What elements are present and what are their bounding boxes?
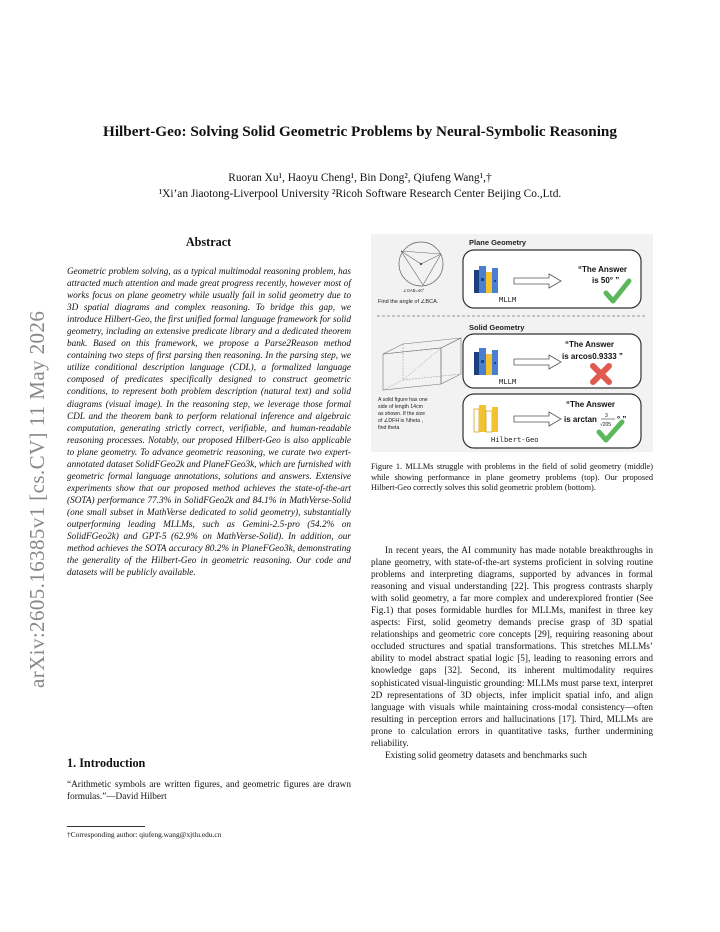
solid-answer2-line1: “The Answer	[566, 400, 616, 409]
paper-title: Hilbert-Geo: Solving Solid Geometric Problems by Neural-Symbolic Reasoning	[103, 123, 617, 140]
figure-1	[371, 234, 653, 452]
plane-geometry-header: Plane Geometry	[469, 238, 527, 247]
abstract-heading: Abstract	[185, 235, 232, 249]
hilbert-geo-label: Hilbert-Geo	[491, 435, 539, 444]
arxiv-stamp	[14, 250, 58, 690]
intro-paragraph-1: In recent years, the AI community has made notable breakthroughs in plane geometry, with state-of-the-art systems proficient in solving routine problems and interpreting diagrams, supported by advances in formal reasoning and visual understanding [22]. This progress contrasts sharply with solid geometry, a far more complex and underexplored frontier (See Fig.1) that poses formidable hurdles for MLLMs, manifest in three key aspects: First, solid geometry demands precise grasp of 3D spatial relationships and geometric core concepts [29], requiring reasoning about occluded structures and spatial transformations. This stretches MLLMs’ ability to model abstract spatial logic [5], leading to reasoning errors and knowledge gaps [32]. Second, its inherent multimodality requires sophisticated visual-linguistic grounding: MLLMs must parse text, interpret 2D representations of 3D objects, infer implicit spatial info, and align language with visuals while maintaining cross-modal consistency—often resulting in perception errors and hallucinations [17]. Third, MLLMs are prone to calculation errors in quantitative tasks, further undermining reliability.	[371, 546, 653, 749]
mllm-books-icon-2	[474, 348, 498, 375]
introduction-body	[371, 545, 653, 762]
solid-answer1-line1: “The Answer	[565, 340, 615, 349]
solid-question-line1: A solid figure has one	[378, 397, 428, 403]
solid-answer2-end: ° ”	[617, 415, 627, 424]
solid-question-line4: of ∠DFH is \\theta ,	[378, 418, 424, 424]
mllm-label-1: MLLM	[499, 295, 517, 304]
footnote-rule	[67, 826, 145, 827]
plane-circle-diagram	[399, 242, 443, 286]
mllm-label-2: MLLM	[499, 377, 517, 386]
solid-answer2-denominator: √205	[600, 422, 612, 428]
figure-1-caption: Figure 1. MLLMs struggle with problems in the field of solid geometry (middle) while showing performance in plane geometry problems (top). Our proposed Hilbert-Geo correctly solves this solid geometric problem (bottom).	[371, 462, 653, 492]
svg-text:arXiv:2605.16385v1 [cs.CV] 1: arXiv:2605.16385v1 [cs.CV] 11 May 2026	[25, 310, 49, 688]
solid-box-diagram	[383, 338, 461, 390]
author-list: Ruoran Xu¹, Haoyu Cheng¹, Bin Dong², Qiufeng Wang¹,†	[228, 172, 492, 184]
solid-geometry-header: Solid Geometry	[469, 323, 525, 332]
abstract-text: Geometric problem solving, as a typical multimodal reasoning problem, has attracted much attention and made great progress recently, however most of works focus on plane geometry while usually fail in solid geometry due to 3D spatial diagrams and complex reasoning. To bridge this gap, we introduce Hilbert-Geo, the first unified formal language framework for solid geometry, including an extensive predicate library and a dedicated theorem bank. Based on this framework, we propose a Parse2Reason method containing two steps of first parsing then reasoning. In the parsing step, we utilize conditional description language (CDL), a formalized language composed of predicates specifically designed to construct geometric conditions, to represent both problem description (natural text) and solid diagrams (visual image). In the reasoning step, we leverage those formal CDL and the theorem bank to perform relational inference and algebraic computation, generating strictly correct, verifiable, and human-readable reasoning processes. Notably, our proposed Hilbert-Geo is also applicable to plane geometry. To advance geometric reasoning, we curate two expert-annotated dataset SolidFGeo2k and PlaneFGeo3k, which are furnished with geometric formal language annotations, solutions and answers. Extensive experiments show that our proposed method achieves the state-of-the-art (SOTA) performance 77.3% in SolidFGeo2k and 84.1% in MathVerse-Solid (one small subset in MathVerse dedicated to solid geometry), substantially outperforming leading MLLMs, such as Gemini-2.5-pro (54.2% on SolidFGeo2k) and GPT-5 (62.9% on MathVerse-Solid). In addition, our method achieves the SOTA accuracy 80.2% in PlaneFGeo3k, demonstrating the generality of the Hilbert-Geo in geometric reasoning. Our code and datasets will be publicly available.	[67, 267, 351, 579]
affiliations: ¹Xi’an Jiaotong-Liverpool University ²Ricoh Software Research Center Beijing Co.,Ltd.	[158, 188, 562, 200]
solid-answer2-numerator: 3	[605, 413, 608, 419]
footnote: †Corresponding author: qiufeng.wang@xjtlu.edu.cn	[67, 830, 222, 839]
solid-question-line3: as shown. If the size	[378, 411, 425, 417]
plane-answer-line2: is 50° ”	[592, 276, 620, 285]
mllm-books-icon-1	[474, 266, 498, 293]
introduction-heading: 1. Introduction	[67, 756, 146, 770]
figure-1-graphic	[371, 234, 653, 452]
plane-answer-line1: “The Answer	[578, 265, 628, 274]
epigraph-quote: “Arithmetic symbols are written figures, and geometric figures are drawn formulas.”—David Hilbert	[67, 780, 351, 803]
solid-answer2-line2: is arctan	[564, 415, 597, 424]
intro-paragraph-2: Existing solid geometry datasets and benchmarks such	[385, 750, 587, 761]
plane-question: Find the angle of ∠BCA.	[378, 299, 439, 305]
solid-answer1-line2: is arcos0.9333 ”	[562, 352, 623, 361]
solid-question-line2: side of length 14cm	[378, 404, 423, 410]
solid-question-line5: find theta	[378, 425, 400, 431]
plane-angle-label: ∠OAB=40°	[403, 288, 425, 293]
hilbert-books-icon	[474, 405, 498, 432]
